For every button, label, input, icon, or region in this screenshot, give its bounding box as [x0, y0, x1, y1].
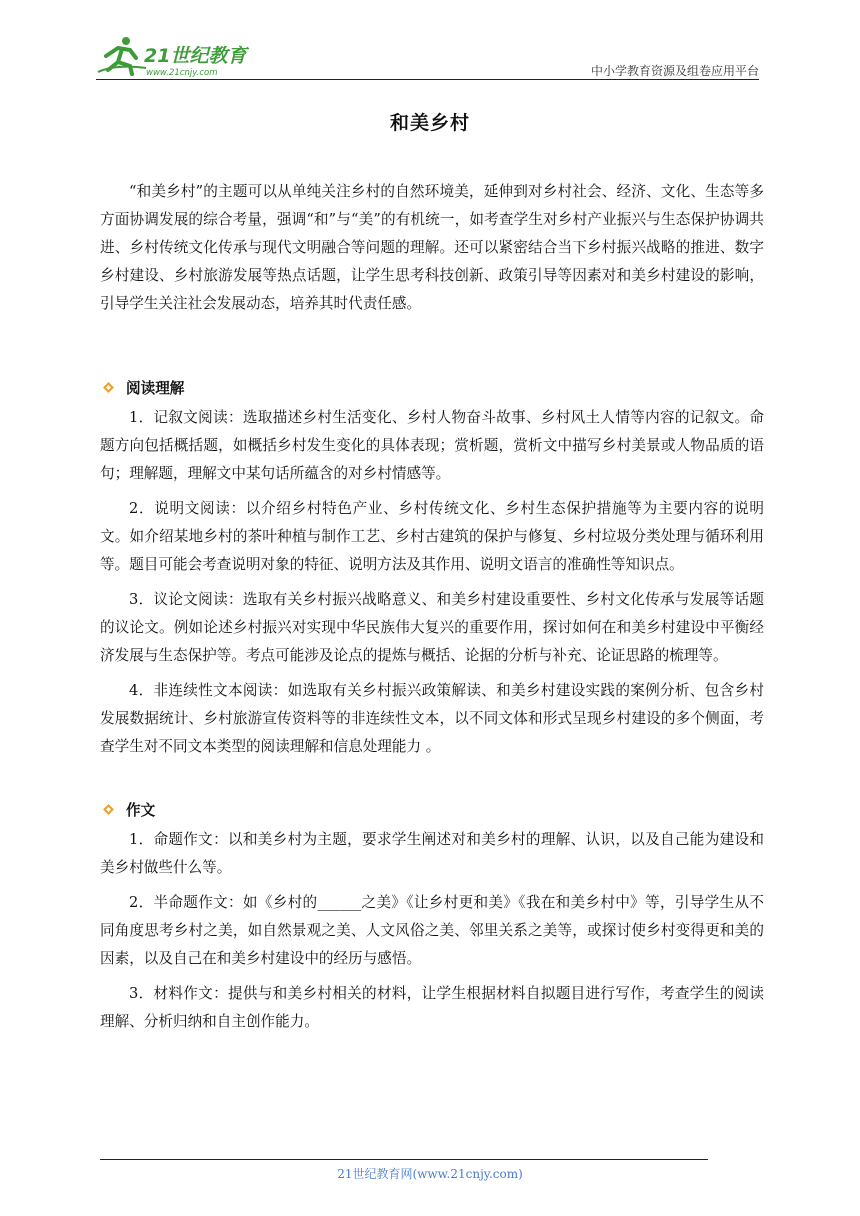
- list-item: 1．记叙文阅读：选取描述乡村生活变化、乡村人物奋斗故事、乡村风土人情等内容的记叙文。命题方向包括概括题，如概括乡村发生变化的具体表现；赏析题，赏析文中描写乡村美景或人物品质的语句；理解题，理解文中某句话所蕴含的对乡村情感等。: [100, 409, 764, 482]
- footer-divider: [100, 1159, 708, 1160]
- section-title: 阅读理解: [126, 379, 185, 397]
- logo-text: 21世纪教育: [144, 45, 247, 67]
- section-title: 作文: [126, 801, 156, 819]
- list-item: 2．说明文阅读：以介绍乡村特色产业、乡村传统文化、乡村生态保护措施等为主要内容的说明文。如介绍某地乡村的茶叶种植与制作工艺、乡村古建筑的保护与修复、乡村垃圾分类处理与循环利用等。题目可能会考查说明对象的特征、说明方法及其作用、说明文语言的准确性等知识点。: [100, 500, 764, 573]
- logo-url-text: www.21cnjy.com: [146, 68, 218, 78]
- list-item: 1．命题作文：以和美乡村为主题，要求学生阐述对和美乡村的理解、认识，以及自己能为建设和美乡村做些什么等。: [100, 831, 764, 876]
- document-body: [100, 178, 764, 1043]
- site-logo: [96, 34, 266, 78]
- intro-paragraph: “和美乡村”的主题可以从单纯关注乡村的自然环境美，延伸到对乡村社会、经济、文化、生态等多方面协调发展的综合考量，强调“和”与“美”的有机统一，如考查学生对乡村产业振兴与生态保护协调共进、乡村传统文化传承与现代文明融合等问题的理解。还可以紧密结合当下乡村振兴战略的推进、数字乡村建设、乡村旅游发展等热点话题，让学生思考科技创新、政策引导等因素对和美乡村建设的影响，引导学生关注社会发展动态，培养其时代责任感。: [100, 183, 764, 312]
- platform-name: 中小学教育资源及组卷应用平台: [590, 64, 759, 78]
- list-item: 3．议论文阅读：选取有关乡村振兴战略意义、和美乡村建设重要性、乡村文化传承与发展等话题的议论文。例如论述乡村振兴对实现中华民族伟大复兴的重要作用，探讨如何在和美乡村建设中平衡经济发展与生态保护等。考点可能涉及论点的提炼与概括、论据的分析与补充、论证思路的梳理等。: [100, 591, 764, 664]
- list-item: 4．非连续性文本阅读：如选取有关乡村振兴政策解读、和美乡村建设实践的案例分析、包含乡村发展数据统计、乡村旅游宣传资料等的非连续性文本，以不同文体和形式呈现乡村建设的多个侧面，考查学生对不同文本类型的阅读理解和信息处理能力 。: [100, 682, 764, 755]
- page-title: 和美乡村: [389, 112, 470, 134]
- diamond-bullet-icon: [103, 382, 114, 393]
- footer-link[interactable]: 21世纪教育网(www.21cnjy.com): [337, 1167, 523, 1181]
- diamond-bullet-icon: [103, 804, 114, 815]
- list-item: 2．半命题作文：如《乡村的______之美》《让乡村更和美》《我在和美乡村中》等，引导学生从不同角度思考乡村之美，如自然景观之美、人文风俗之美、邻里关系之美等，或探讨使乡村变得更和美的因素，以及自己在和美乡村建设中的经历与感悟。: [100, 894, 764, 967]
- list-item: 3．材料作文：提供与和美乡村相关的材料，让学生根据材料自拟题目进行写作，考查学生的阅读理解、分析归纳和自主创作能力。: [100, 985, 764, 1030]
- page-header: [96, 30, 759, 82]
- section-heading-writing: [100, 794, 764, 824]
- header-divider: [96, 79, 759, 80]
- section-heading-reading: [100, 372, 764, 402]
